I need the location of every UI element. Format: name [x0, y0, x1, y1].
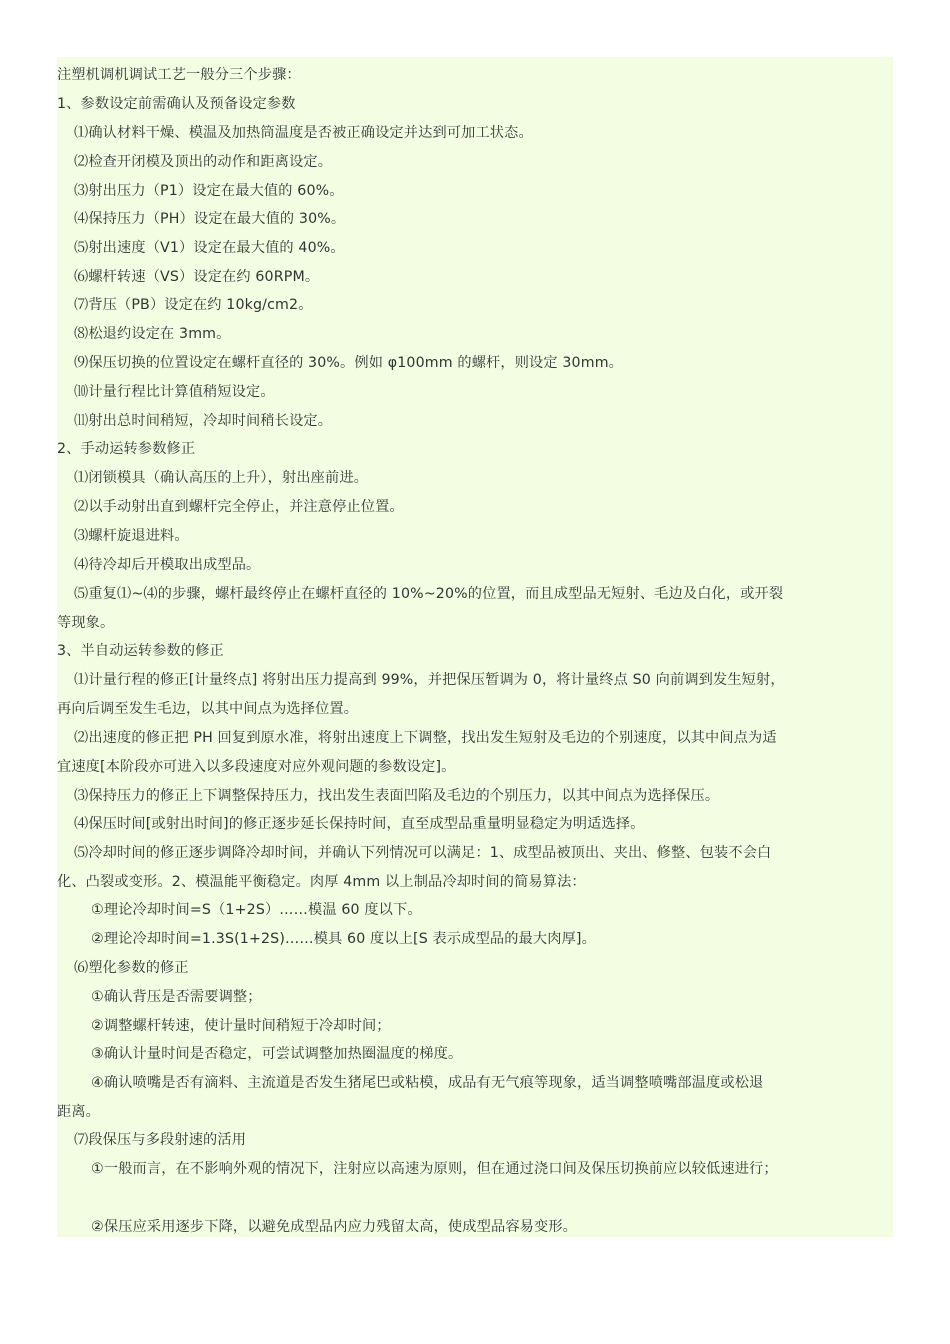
list-item: ⑸射出速度（V1）设定在最大值的 40%。	[74, 240, 345, 256]
sub-item: ①确认背压是否需要调整；	[91, 989, 262, 1005]
list-item: ⑷保压时间[或射出时间]的修正逐步延长保持时间，直至成型品重量明显稳定为明适选择。	[74, 816, 645, 832]
section-heading: 3、半自动运转参数的修正	[57, 643, 224, 659]
sub-item: ②理论冷却时间=1.3S(1+2S)……模具 60 度以上[S 表示成型品的最大肉厚]。	[91, 931, 596, 947]
document-page	[57, 57, 893, 1237]
document-title: 注塑机调机调试工艺一般分三个步骤：	[57, 67, 301, 83]
sub-item: ④确认喷嘴是否有滴料、主流道是否发生猪尾巴或粘模，成品有无气痕等现象，适当调整喷嘴部温度或松退	[91, 1075, 764, 1091]
sub-item: ①一般而言，在不影响外观的情况下，注射应以高速为原则，但在通过浇口间及保压切换前应以较低速进行；	[91, 1161, 778, 1177]
sub-item: ①理论冷却时间=S（1+2S）……模温 60 度以下。	[91, 902, 422, 918]
list-item: ⑸重复⑴~⑷的步骤，螺杆最终停止在螺杆直径的 10%~20%的位置，而且成型品无短射、毛边及白化，或开裂	[74, 586, 784, 602]
list-item: ⑽计量行程比计算值稍短设定。	[74, 384, 275, 400]
section-heading: 2、手动运转参数修正	[57, 441, 196, 457]
list-item: ⑼保压切换的位置设定在螺杆直径的 30%。例如 φ100mm 的螺杆，则设定 30mm。	[74, 355, 624, 371]
list-item-continuation: 再向后调至发生毛边，以其中间点为选择位置。	[57, 701, 359, 717]
list-item: ⑶射出压力（P1）设定在最大值的 60%。	[74, 183, 344, 199]
sub-item: ②调整螺杆转速，使计量时间稍短于冷却时间；	[91, 1018, 391, 1034]
list-item: ⑶保持压力的修正上下调整保持压力，找出发生表面凹陷及毛边的个别压力，以其中间点为选择保压。	[74, 788, 720, 804]
list-item: ⑶螺杆旋退进料。	[74, 528, 189, 544]
list-item: ⑻松退约设定在 3mm。	[74, 326, 231, 342]
list-item: ⑾射出总时间稍短，冷却时间稍长设定。	[74, 413, 333, 429]
list-item: ⑴计量行程的修正[计量终点] 将射出压力提高到 99%，并把保压暂调为 0，将计量终点 S0 向前调到发生短射，	[74, 672, 785, 688]
list-item: ⑹螺杆转速（VS）设定在约 60RPM。	[74, 269, 320, 285]
section-heading: 1、参数设定前需确认及预备设定参数	[57, 96, 296, 112]
list-item-continuation: 宜速度[本阶段亦可进入以多段速度对应外观问题的参数设定]。	[57, 759, 456, 775]
list-item: ⑷保持压力（PH）设定在最大值的 30%。	[74, 211, 346, 227]
list-item: ⑵以手动射出直到螺杆完全停止，并注意停止位置。	[74, 499, 404, 515]
sub-item: ②保压应采用逐步下降，以避免成型品内应力残留太高，使成型品容易变形。	[91, 1219, 578, 1235]
list-item: ⑵检查开闭模及顶出的动作和距离设定。	[74, 154, 333, 170]
list-item: ⑵出速度的修正把 PH 回复到原水准，将射出速度上下调整，找出发生短射及毛边的个别速度，以其中间点为适	[74, 730, 777, 746]
list-item-continuation: 距离。	[57, 1104, 101, 1120]
list-item: ⑷待冷却后开模取出成型品。	[74, 557, 261, 573]
sub-item: ③确认计量时间是否稳定，可尝试调整加热圈温度的梯度。	[91, 1046, 463, 1062]
list-item: ⑺背压（PB）设定在约 10kg/cm2。	[74, 297, 313, 313]
list-item-continuation: 等现象。	[57, 615, 115, 631]
list-item: ⑸冷却时间的修正逐步调降冷却时间，并确认下列情况可以满足：1、成型品被顶出、夹出、修整、包装不会白	[74, 845, 772, 861]
list-item: ⑴闭锁模具（确认高压的上升），射出座前进。	[74, 470, 368, 486]
list-item: ⑺段保压与多段射速的活用	[74, 1132, 247, 1148]
list-item-continuation: 化、凸裂或变形。2、模温能平衡稳定。肉厚 4mm 以上制品冷却时间的简易算法：	[57, 874, 586, 890]
list-item: ⑹塑化参数的修正	[74, 960, 189, 976]
list-item: ⑴确认材料干燥、模温及加热筒温度是否被正确设定并达到可加工状态。	[74, 125, 533, 141]
